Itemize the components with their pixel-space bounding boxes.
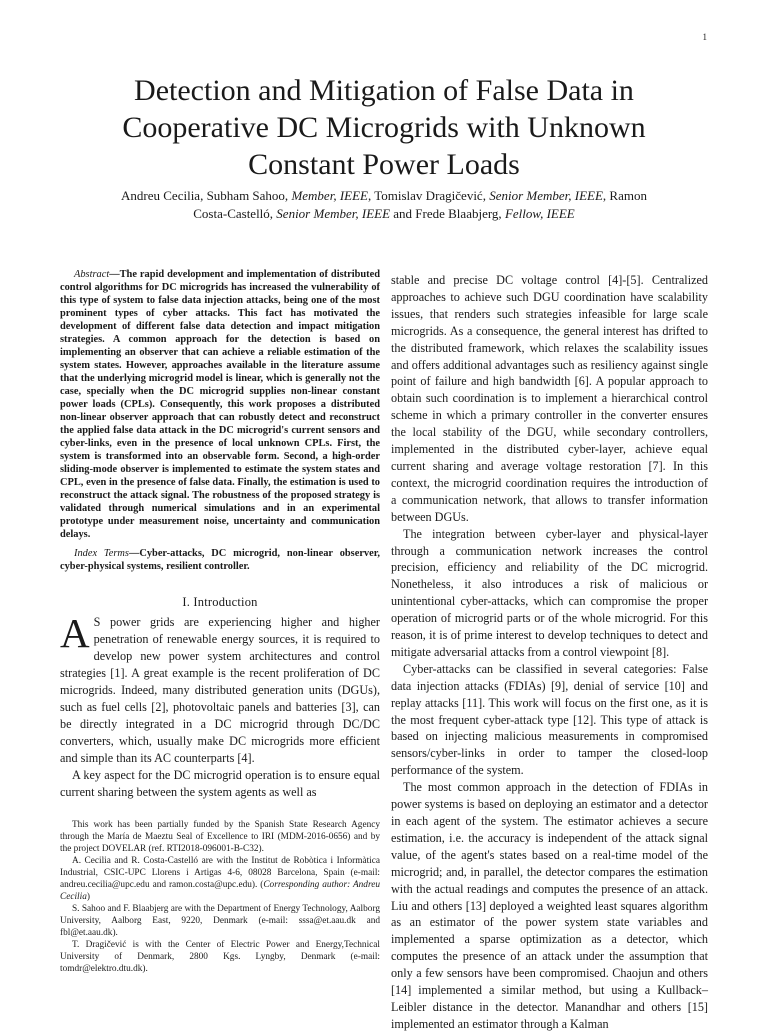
footnote-affiliation-end: ) <box>86 892 90 902</box>
section-heading-introduction: I. Introduction <box>182 595 258 609</box>
title-line: Cooperative DC Microgrids with Unknown <box>122 111 646 144</box>
author-names: Andreu Cecilia, Subham Sahoo, <box>121 188 292 203</box>
author-list <box>60 187 708 223</box>
author-names: , Tomislav Dragičević, <box>367 188 490 203</box>
left-column <box>60 268 380 975</box>
title-line: Detection and Mitigation of False Data in <box>134 74 634 107</box>
corresponding-author: Corresponding author: Andreu Cecilia <box>60 880 380 902</box>
author-names: Costa-Castelló, <box>193 206 277 221</box>
title-line: Constant Power Loads <box>248 148 520 181</box>
right-column <box>391 272 708 1033</box>
intro-paragraph-text: S power grids are experiencing higher and higher penetration of renewable energy sources, it is required to develop new power system architectures and control strategies [1]. A great example is the recent proliferation of DC microgrids. Indeed, many distributed generation units (DGUs), such as fuel cells [2], photovoltaic panels and batteries [3], can be directly integrated in a DC microgrid through DC/DC converters, which, usually make DC microgrids more efficient and simple than its AC counterparts [4]. <box>60 615 380 765</box>
index-terms-text: —Cyber-attacks, DC microgrid, non-linear observer, cyber-physical systems, resilient controller. <box>60 548 380 572</box>
body-paragraph: The integration between cyber-layer and physical-layer through a communication network increases the control precision, efficiency and reliability of the DC microgrid. Nonetheless, it also introduces a risk of malicious or unintentional cyber-attacks, which can compromise the proper operation of microgrid parts or of the whole microgrid. For this reason, it is of prime interest to develop techniques to detect and mitigate adversarial attacks from a control viewpoint [8]. <box>391 526 708 659</box>
author-names: and Frede Blaabjerg, <box>390 206 505 221</box>
drop-cap: A <box>60 610 90 656</box>
author-line <box>60 187 708 205</box>
body-paragraph: The most common approach in the detection of FDIAs in power systems is based on deploying an estimator and a detector in each agent of the system. The estimator achieves a secure estimation, i.e. the accuracy is independent of the attack signal value, of the agent's states based on a real-time model of the microgrid; and, in parallel, the detector compares the estimation with the actual readings and computes the presence of an attack. Liu and others [13] deployed a weighted least squares algorithm as an estimator of the power system state variables and implemented a sparse optimization as a detector, which computes the presence of an attack under the assumption that only a few sensors have been compromised. Chaojun and others [14] implemented a similar method, but using a Kullback–Leibler distance in the detector. Manandhar and others [15] implemented an estimator through a Kalman <box>391 780 708 1031</box>
author-names: , Ramon <box>602 188 647 203</box>
author-membership: Fellow, IEEE <box>504 206 575 221</box>
footnote-affiliation-text: A. Cecilia and R. Costa-Castelló are with the Institut de Robòtica i Informàtica Industrial, CSIC-UPC Llorens i Artigas 4-6, 08028 Barcelona, Spain (e-mail: andreu.cecilia@upc.edu and ramon.costa@upc.edu). ( <box>60 856 380 890</box>
footnotes <box>60 819 380 975</box>
author-membership: Senior Member, IEEE <box>276 206 391 221</box>
abstract <box>60 268 380 541</box>
abstract-text: —The rapid development and implementation of distributed control algorithms for DC microgrids has increased the vulnerability of this type of system to false data injection attacks, being one of the most prominent types of cyber attacks. This fact has motivated the development of different false data detection and impact mitigation strategies. A common approach for the detection is based on implementing an observer that can achieve a reliable estimation of the system states. However, approaches available in the literature assume that the underlying microgrid model is linear, which is generally not the case, specially when the DC microgrid supplies non-linear constant power loads (CPLs). Consequently, this work proposes a distributed non-linear observer approach that can robustly detect and reconstruct the applied false data attack in the DC microgrid's current sensors and cyber-links, even in the presence of local unknown CPLs. First, the system is transformed into an observable form. Second, a high-order sliding-mode observer is implemented to estimate the system states and CPL, even in the presence of false data. Finally, the estimation is used to reconstruct the attack signal. The robustness of the proposed strategy is validated through numerical simulations and in an experimental prototype under measurement noise, uncertainty and communication delays. <box>60 269 380 540</box>
body-paragraph: stable and precise DC voltage control [4]-[5]. Centralized approaches to achieve such DGU coordination have scalability issues, that renders such strategies infeasible for large scale microgrids. As a consequence, the general interest has drifted to the distributed framework, which relaxes the scalability issues and offers additional advantages such as resiliency against single point of failure and high bandwidth [6]. A popular approach to obtain such coordination is to implement a hierarchical control scheme in which a primary controller in the converter ensures the local stability of the DGU, while secondary controllers, implemented in the distributed cyber-layer, achieve equal current sharing and average voltage restoration [7]. In this context, the microgrid coordination requires the introduction of a communication network, that allows to transfer information between DGUs. <box>391 273 708 524</box>
footnote-affiliation: T. Dragičević is with the Center of Electric Power and Energy,Technical University of Denmark, 2800 Kgs. Lyngby, Denmark (e-mail: tomdr@elektro.dtu.dk). <box>60 940 380 974</box>
intro-paragraph: A key aspect for the DC microgrid operation is to ensure equal current sharing between the system agents as well as <box>60 768 380 799</box>
intro-paragraph <box>60 610 380 767</box>
index-terms-label: Index Terms <box>74 548 129 559</box>
author-membership: Member, IEEE <box>291 188 368 203</box>
index-terms <box>60 547 380 573</box>
page-number: 1 <box>702 32 707 42</box>
author-membership: Senior Member, IEEE <box>489 188 603 203</box>
abstract-label: Abstract <box>74 269 110 280</box>
footnote-funding: This work has been partially funded by the Spanish State Research Agency through the María de Maeztu Seal of Excellence to IRI (MDM-2016-0656) and by the project DOVELAR (ref. RTI2018-096001-B-C32). <box>60 820 380 854</box>
body-paragraph: Cyber-attacks can be classified in several categories: False data injection attacks (FDIAs) [9], denial of service [10] and replay attacks [11]. This work will focus on the first one, as it is the most frequent cyber-attack type [12]. This type of attack is based on injecting malicious measurements in compromised sensors/cyber-links in order to tamper the closed-loop performance of the system. <box>391 661 708 778</box>
footnote-affiliation: S. Sahoo and F. Blaabjerg are with the Department of Energy Technology, Aalborg University, Aalborg East, 9220, Denmark (e-mail: sssa@et.aau.dk and fbl@et.aau.dk). <box>60 904 380 938</box>
footnote-affiliation <box>60 855 380 903</box>
paper-title <box>60 72 708 183</box>
author-line <box>60 205 708 223</box>
